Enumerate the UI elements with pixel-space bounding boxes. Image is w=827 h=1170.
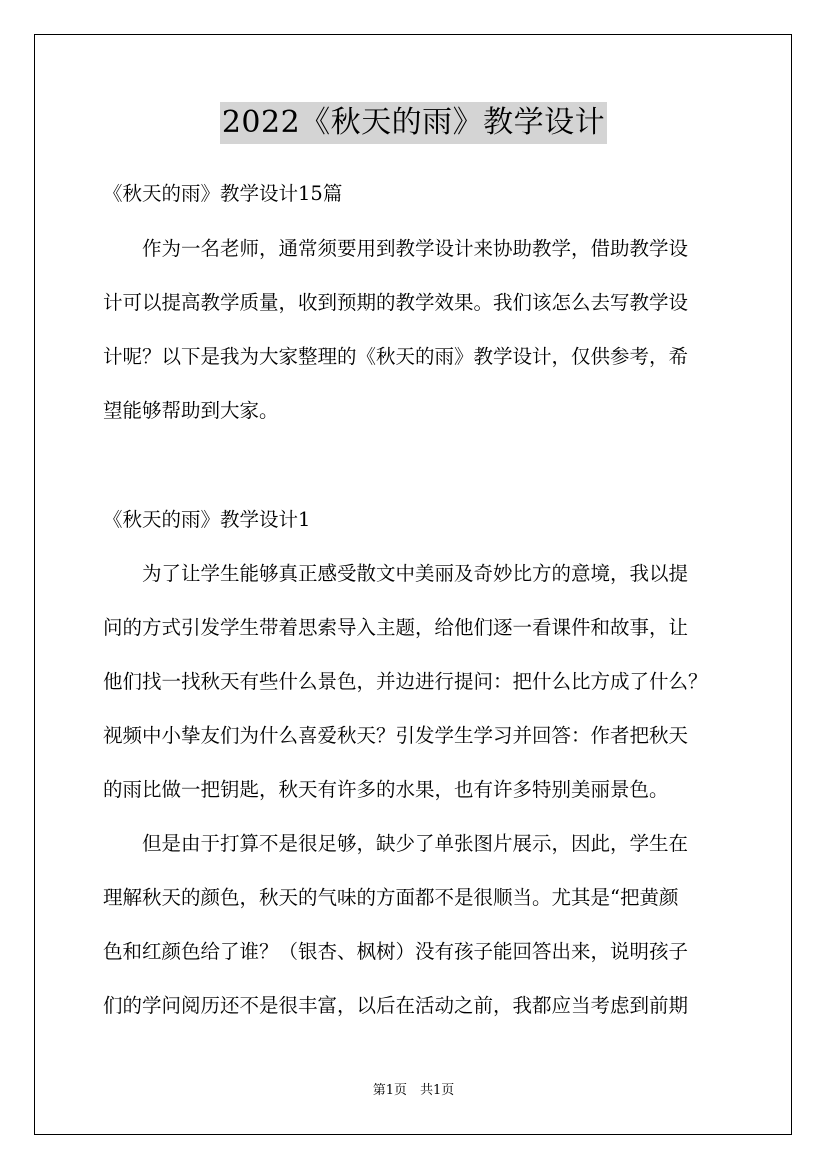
body-line: 理解秋天的颜色，秋天的气味的方面都不是很顺当。尤其是“把黄颜 (103, 886, 679, 909)
intro-line: 计可以提高教学质量，收到预期的教学效果。我们该怎么去写教学设 (103, 291, 689, 314)
document-title (0, 102, 827, 144)
body-line: 色和红颜色给了谁？（银杏、枫树）没有孩子能回答出来，说明孩子 (103, 940, 689, 963)
page-footer: 第1页 共1页 (372, 1083, 455, 1098)
intro-line: 计呢？以下是我为大家整理的《秋天的雨》教学设计，仅供参考，希 (103, 345, 689, 368)
subtitle: 《秋天的雨》教学设计15篇 (103, 182, 343, 205)
body-line: 的雨比做一把钥匙，秋天有许多的水果，也有许多特别美丽景色。 (103, 778, 669, 801)
intro-line: 作为一名老师，通常须要用到教学设计来协助教学，借助教学设 (103, 237, 689, 260)
body-line: 们的学问阅历还不是很丰富，以后在活动之前，我都应当考虑到前期 (103, 994, 689, 1017)
body-line: 问的方式引发学生带着思索导入主题，给他们逐一看课件和故事，让 (103, 616, 689, 639)
body-line: 为了让学生能够真正感受散文中美丽及奇妙比方的意境，我以提 (103, 562, 689, 585)
body-line: 但是由于打算不是很足够，缺少了单张图片展示，因此，学生在 (103, 832, 689, 855)
intro-line: 望能够帮助到大家。 (103, 399, 279, 422)
body-line: 他们找一找秋天有些什么景色，并边进行提问：把什么比方成了什么？ (103, 670, 708, 693)
body-line: 视频中小挚友们为什么喜爱秋天？引发学生学习并回答：作者把秋天 (103, 724, 689, 747)
section-heading: 《秋天的雨》教学设计1 (103, 508, 311, 531)
document-title-text: 2022《秋天的雨》教学设计 (220, 102, 607, 144)
